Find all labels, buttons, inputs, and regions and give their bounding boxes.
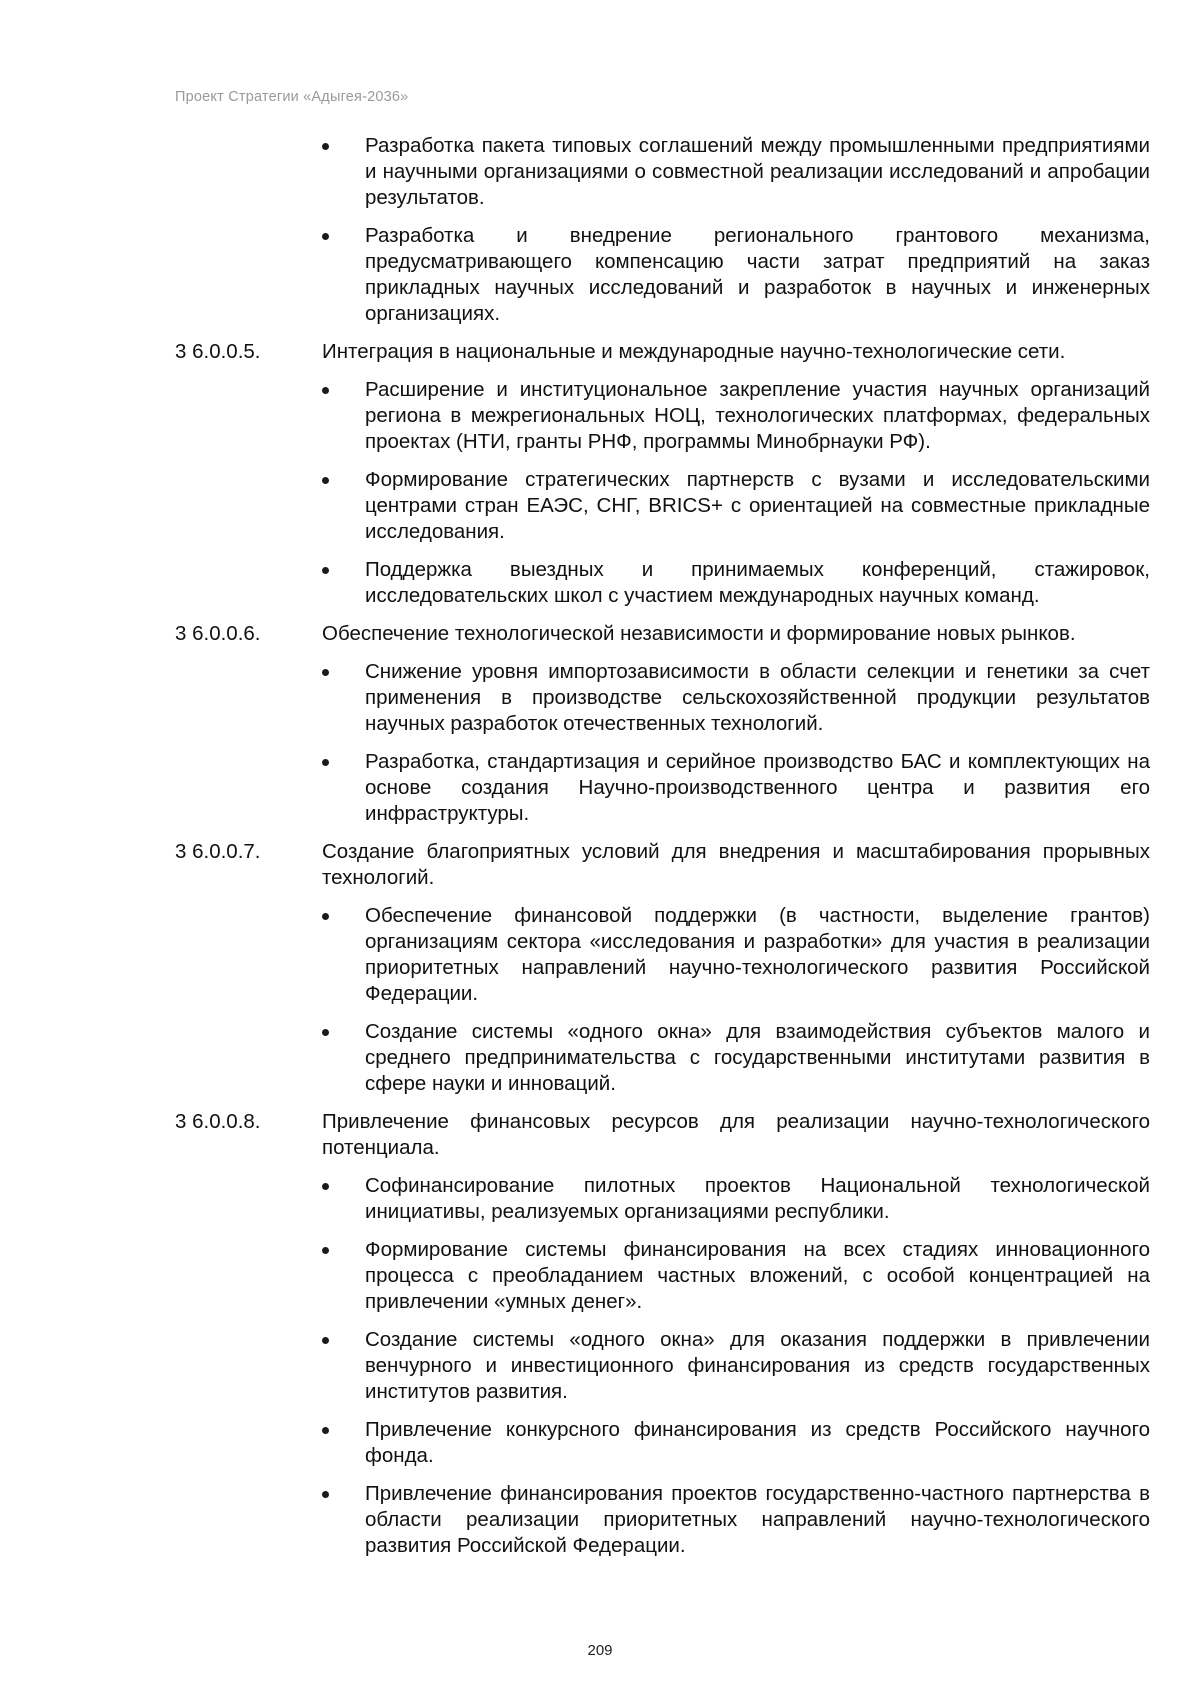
- section-heading: [175, 621, 1150, 647]
- section-title: Создание благоприятных условий для внедрения и масштабирования прорывных технологий.: [322, 840, 1150, 889]
- list-item-text: Поддержка выездных и принимаемых конференций, стажировок, исследовательских школ с участием международных научных команд.: [365, 558, 1150, 607]
- list-item-text: Софинансирование пилотных проектов Национальной технологической инициативы, реализуемых организациями республики.: [365, 1174, 1150, 1223]
- list-item: [175, 1173, 1150, 1225]
- section-number: 3 6.0.0.5.: [175, 340, 261, 363]
- bullet-icon: [322, 387, 329, 394]
- section-title: Привлечение финансовых ресурсов для реализации научно-технологического потенциала.: [322, 1110, 1150, 1159]
- list-item: [175, 749, 1150, 827]
- section-number: 3 6.0.0.7.: [175, 840, 261, 863]
- section-heading: [175, 1109, 1150, 1161]
- bullet-icon: [322, 143, 329, 150]
- running-header: Проект Стратегии «Адыгея-2036»: [175, 89, 409, 105]
- list-item-text: Создание системы «одного окна» для взаимодействия субъектов малого и среднего предпринимательства с государственными институтами развития в сфере науки и инноваций.: [365, 1020, 1150, 1095]
- section-heading: [175, 839, 1150, 891]
- section-bullet-list: [175, 377, 1150, 609]
- bullet-icon: [322, 759, 329, 766]
- bullet-icon: [322, 567, 329, 574]
- list-item: [175, 1417, 1150, 1469]
- list-item: [175, 223, 1150, 327]
- bullet-icon: [322, 1183, 329, 1190]
- list-item: [175, 377, 1150, 455]
- list-item: [175, 133, 1150, 211]
- section-number: 3 6.0.0.8.: [175, 1110, 261, 1133]
- list-item: [175, 557, 1150, 609]
- bullet-icon: [322, 913, 329, 920]
- section-number: 3 6.0.0.6.: [175, 622, 261, 645]
- list-item-text: Расширение и институциональное закрепление участия научных организаций региона в межрегиональных НОЦ, технологических платформах, федеральных проектах (НТИ, гранты РНФ, программы Минобрнауки РФ).: [365, 378, 1150, 453]
- list-item: [175, 1481, 1150, 1559]
- section-bullet-list: [175, 1173, 1150, 1559]
- list-item-text: Привлечение конкурсного финансирования из средств Российского научного фонда.: [365, 1418, 1150, 1467]
- list-item-text: Разработка пакета типовых соглашений между промышленными предприятиями и научными организациями о совместной реализации исследований и апробации результатов.: [365, 134, 1150, 209]
- list-item-text: Снижение уровня импортозависимости в области селекции и генетики за счет применения в производстве сельскохозяйственной продукции результатов научных разработок отечественных технологий.: [365, 660, 1150, 735]
- list-item-text: Обеспечение финансовой поддержки (в частности, выделение грантов) организациям сектора «исследования и разработки» для участия в реализации приоритетных направлений научно-технологического развития Российской Федерации.: [365, 904, 1150, 1005]
- list-item: [175, 1327, 1150, 1405]
- list-item-text: Разработка, стандартизация и серийное производство БАС и комплектующих на основе создания Научно-производственного центра и развития его инфраструктуры.: [365, 750, 1150, 825]
- list-item-text: Формирование стратегических партнерств с вузами и исследовательскими центрами стран ЕАЭС, СНГ, BRICS+ с ориентацией на совместные прикладные исследования.: [365, 468, 1150, 543]
- list-item: [175, 1237, 1150, 1315]
- list-item-text: Формирование системы финансирования на всех стадиях инновационного процесса с преобладанием частных вложений, с особой концентрацией на привлечении «умных денег».: [365, 1238, 1150, 1313]
- section-title: Интеграция в национальные и международные научно-технологические сети.: [322, 340, 1066, 363]
- section-title: Обеспечение технологической независимости и формирование новых рынков.: [322, 622, 1076, 645]
- document-body: [175, 133, 1150, 1571]
- list-item-text: Создание системы «одного окна» для оказания поддержки в привлечении венчурного и инвестиционного финансирования из средств государственных институтов развития.: [365, 1328, 1150, 1403]
- bullet-icon: [322, 1337, 329, 1344]
- list-item-text: Разработка и внедрение регионального грантового механизма, предусматривающего компенсацию части затрат предприятий на заказ прикладных научных исследований и разработок в научных и инженерных организациях.: [365, 224, 1150, 325]
- list-item: [175, 467, 1150, 545]
- section-heading: [175, 339, 1150, 365]
- list-item-text: Привлечение финансирования проектов государственно-частного партнерства в области реализации приоритетных направлений научно-технологического развития Российской Федерации.: [365, 1482, 1150, 1557]
- list-item: [175, 659, 1150, 737]
- page-number: 209: [587, 1642, 613, 1659]
- bullet-icon: [322, 233, 329, 240]
- bullet-icon: [322, 1491, 329, 1498]
- section-bullet-list: [175, 659, 1150, 827]
- list-item: [175, 903, 1150, 1007]
- bullet-icon: [322, 1029, 329, 1036]
- bullet-icon: [322, 1427, 329, 1434]
- list-item: [175, 1019, 1150, 1097]
- bullet-icon: [322, 669, 329, 676]
- bullet-icon: [322, 1247, 329, 1254]
- section-bullet-list: [175, 903, 1150, 1097]
- intro-bullet-list: [175, 133, 1150, 327]
- bullet-icon: [322, 477, 329, 484]
